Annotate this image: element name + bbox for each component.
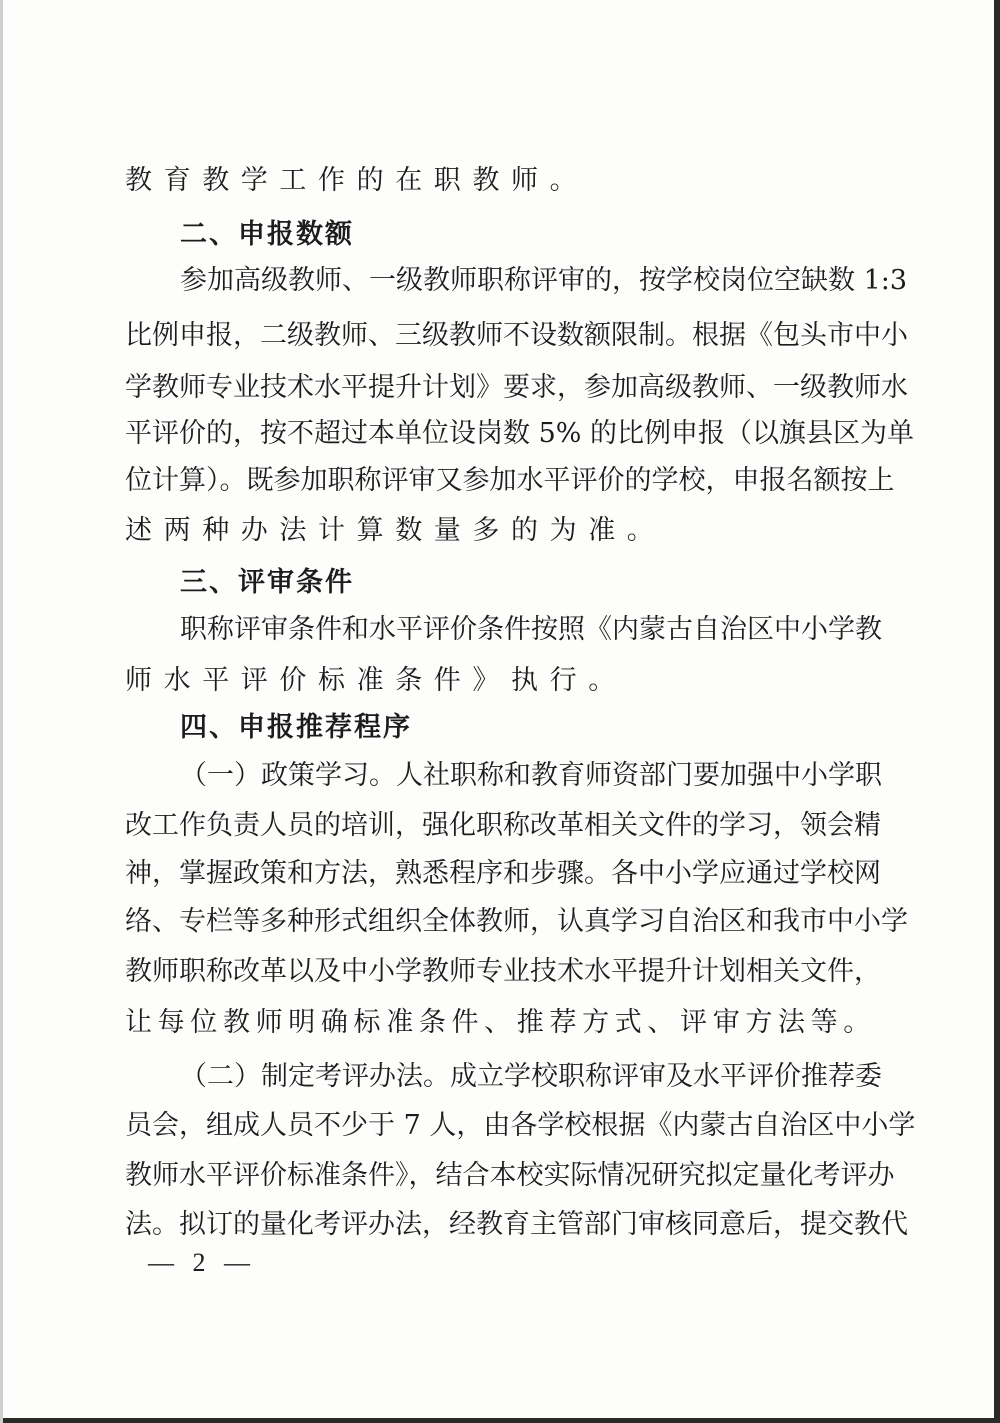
paragraph-line: 法。拟订的量化考评办法，经教育主管部门审核同意后，提交教代 [125, 1209, 908, 1240]
paragraph-line: 教育教学工作的在职教师。 [125, 165, 589, 196]
paragraph-line: 位计算）。既参加职称评审又参加水平评价的学校，申报名额按上 [125, 465, 895, 496]
paragraph-line: （二）制定考评办法。成立学校职称评审及水平评价推荐委 [180, 1061, 882, 1092]
paragraph-line: 学教师专业技术水平提升计划》要求，参加高级教师、一级教师水 [125, 372, 908, 403]
section-heading-procedure: 四、申报推荐程序 [180, 712, 412, 743]
paragraph-line: 教师水平评价标准条件》，结合本校实际情况研究拟定量化考评办 [125, 1160, 895, 1191]
paragraph-line: 神，掌握政策和方法，熟悉程序和步骤。各中小学应通过学校网 [125, 858, 881, 889]
page-number: — 2 — [148, 1248, 256, 1277]
paragraph-line: 平评价的，按不超过本单位设岗数 5% 的比例申报（以旗县区为单 [125, 418, 914, 449]
paragraph-line: 师水平评价标准条件》执行。 [125, 665, 627, 696]
paragraph-line: 比例申报，二级教师、三级教师不设数额限制。根据《包头市中小 [125, 320, 908, 351]
paragraph-line: 参加高级教师、一级教师职称评审的，按学校岗位空缺数 1:3 [180, 265, 908, 296]
section-heading-quota: 二、申报数额 [180, 219, 354, 250]
section-heading-criteria: 三、评审条件 [180, 567, 354, 598]
paragraph-line: 述两种办法计算数量多的为准。 [125, 515, 666, 546]
scan-edge [0, 0, 3, 1423]
paragraph-line: 员会，组成人员不少于 7 人，由各学校根据《内蒙古自治区中小学 [125, 1110, 916, 1141]
paragraph-line: 让每位教师明确标准条件、推荐方式、评审方法等。 [125, 1007, 876, 1038]
paragraph-line: 改工作负责人员的培训，强化职称改革相关文件的学习，领会精 [125, 810, 881, 841]
paragraph-line: 教师职称改革以及中小学教师专业技术水平提升计划相关文件， [125, 956, 881, 987]
paragraph-line: 职称评审条件和水平评价条件按照《内蒙古自治区中小学教 [180, 614, 882, 645]
paragraph-line: 络、专栏等多种形式组织全体教师，认真学习自治区和我市中小学 [125, 906, 908, 937]
paragraph-line: （一）政策学习。人社职称和教育师资部门要加强中小学职 [180, 760, 882, 791]
